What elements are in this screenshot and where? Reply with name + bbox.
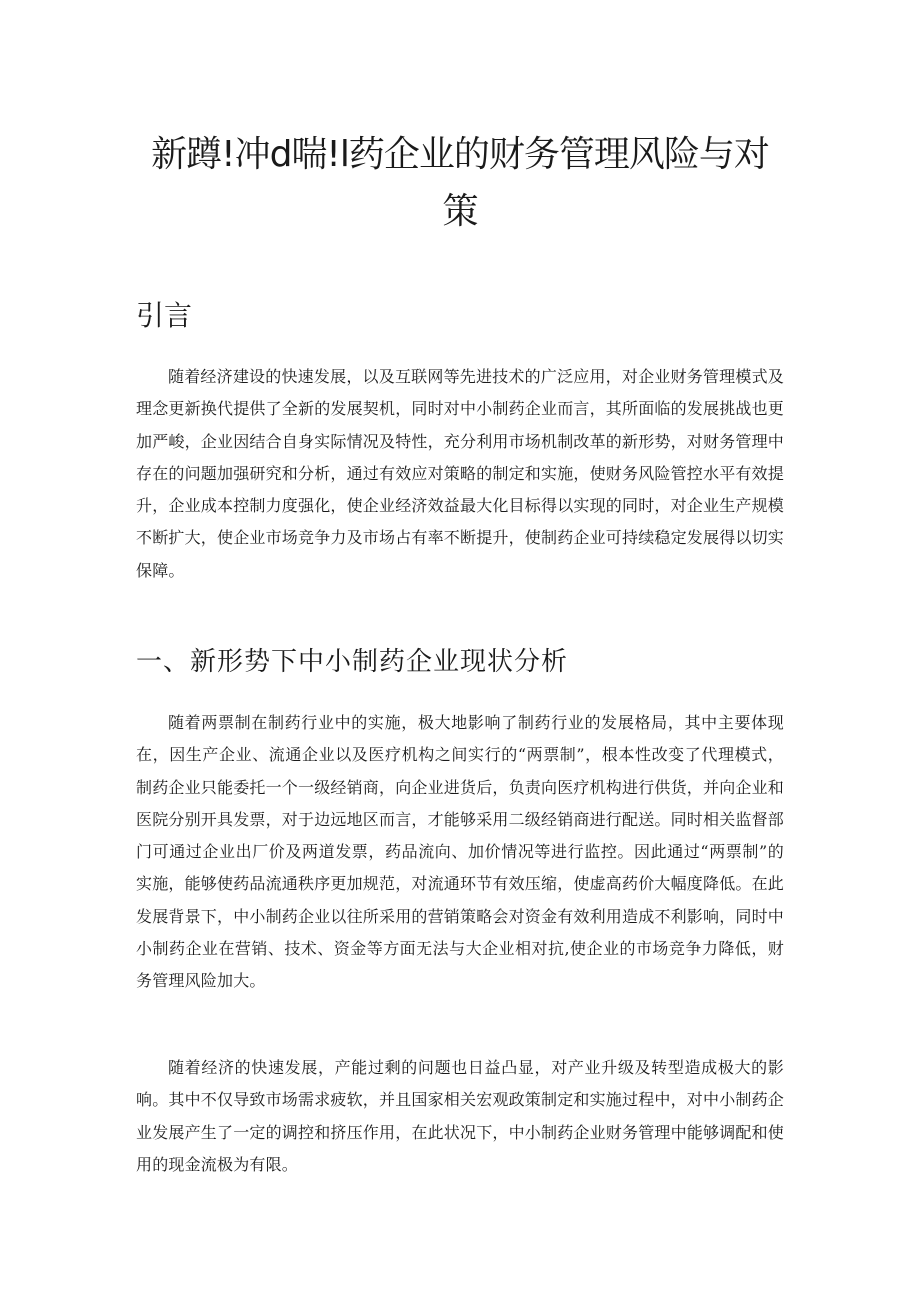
section-heading-intro: 引言	[136, 299, 193, 332]
document-title-line-2: 策	[442, 191, 478, 232]
document-title-line-1: 新蹲!冲d喘!l药企业的财务管理风险与对	[151, 134, 769, 175]
paragraph-section1-2: 随着经济的快速发展，产能过剩的问题也日益凸显，对产业升级及转型造成极大的影响。其中不仅导致市场需求疲软，并且国家相关宏观政策制定和实施过程中，对中小制药企业发展产生了一定的调控和挤压作用，在此状况下，中小制药企业财务管理中能够调配和使用的现金流极为有限。	[136, 1058, 785, 1174]
paragraph-intro: 随着经济建设的快速发展，以及互联网等先进技术的广泛应用，对企业财务管理模式及理念更新换代提供了全新的发展契机，同时对中小制药企业而言，其所面临的发展挑战也更加严峻，企业因结合自身实际情况及特性，充分利用市场机制改革的新形势，对财务管理中存在的问题加强研究和分析，通过有效应对策略的制定和实施，使财务风险管控水平有效提升，企业成本控制力度强化，使企业经济效益最大化目标得以实现的同时，对企业生产规模不断扩大，使企业市场竞争力及市场占有率不断提升，使制药企业可持续稳定发展得以切实保障。	[136, 367, 785, 580]
section-heading-1: 一、新形势下中小制药企业现状分析	[136, 647, 569, 677]
paragraph-section1-1: 随着两票制在制药行业中的实施，极大地影响了制药行业的发展格局，其中主要体现在，因生产企业、流通企业以及医疗机构之间实行的“两票制”，根本性改变了代理模式，制药企业只能委托一个一级经销商，向企业进货后，负责向医疗机构进行供货，并向企业和医院分别开具发票，对于边远地区而言，才能够采用二级经销商进行配送。同时相关监督部门可通过企业出厂价及两道发票，药品流向、加价情况等进行监控。因此通过“两票制”的实施，能够使药品流通秩序更加规范，对流通环节有效压缩，使虚高药价大幅度降低。在此发展背景下，中小制药企业以往所采用的营销策略会对资金有效利用造成不利影响，同时中小制药企业在营销、技术、资金等方面无法与大企业相对抗,使企业的市场竞争力降低，财务管理风险加大。	[136, 713, 785, 991]
